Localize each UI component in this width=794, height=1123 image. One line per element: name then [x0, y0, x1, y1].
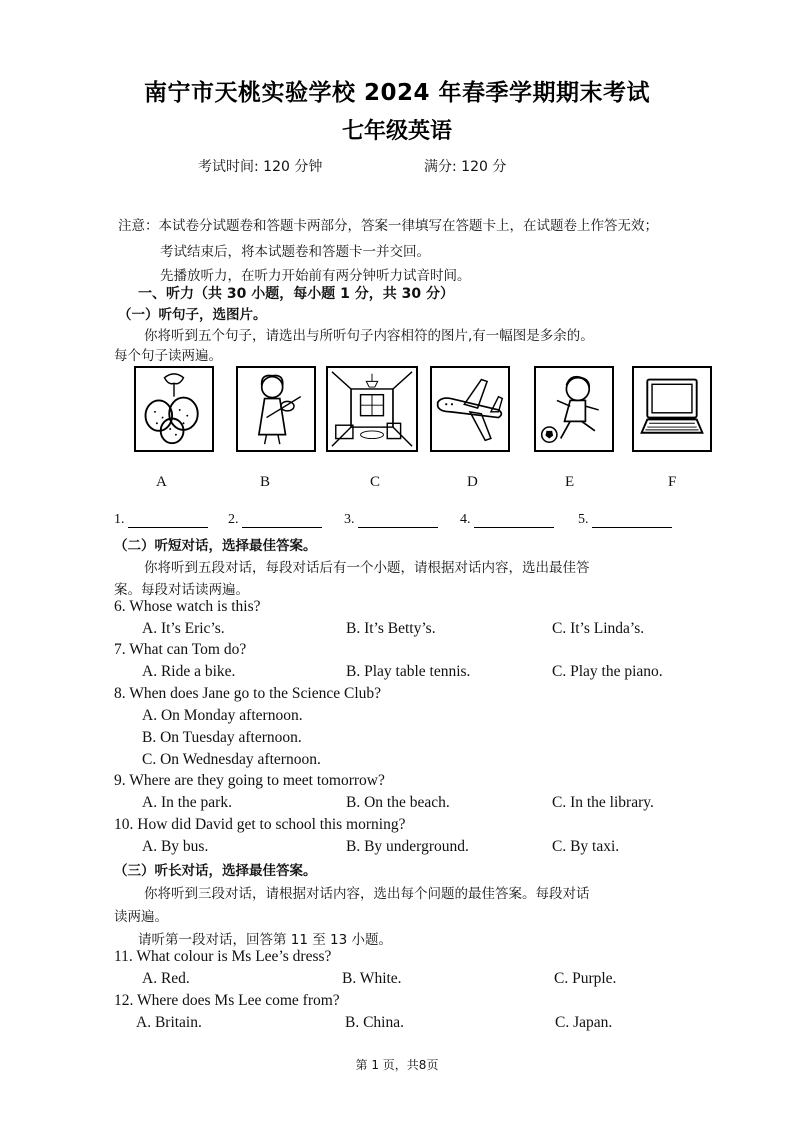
full-score: 满分: 120 分	[424, 159, 507, 175]
part3-instruction-2: 读两遍。	[114, 909, 168, 925]
q7-option-b: B. Play table tennis.	[346, 663, 471, 680]
part1-instruction-1: 你将听到五个句子，请选出与所听句子内容相符的图片,有一幅图是多余的。	[144, 328, 594, 344]
part2-instruction-1: 你将听到五段对话，每段对话后有一个小题，请根据对话内容，选出最佳答	[144, 560, 590, 576]
q7-option-a: A. Ride a bike.	[142, 663, 236, 680]
note-line-3: 先播放听力，在听力开始前有两分钟听力试音时间。	[160, 268, 471, 284]
question-6: 6. Whose watch is this?	[114, 598, 261, 615]
q8-option-a: A. On Monday afternoon.	[142, 707, 303, 724]
part2-title: （二）听短对话，选择最佳答案。	[114, 538, 317, 554]
living-room-icon	[328, 368, 416, 450]
q12-option-a: A. Britain.	[136, 1014, 202, 1031]
airplane-icon	[432, 368, 508, 450]
laptop-icon	[634, 368, 710, 450]
q8-option-c: C. On Wednesday afternoon.	[142, 751, 321, 768]
picture-c	[326, 366, 418, 452]
question-9: 9. Where are they going to meet tomorrow?	[114, 772, 385, 789]
picture-label-e: E	[565, 474, 575, 490]
q11-option-b: B. White.	[342, 970, 402, 987]
part1-title: （一）听句子，选图片。	[118, 307, 267, 323]
part3-title: （三）听长对话，选择最佳答案。	[114, 863, 317, 879]
picture-a	[134, 366, 214, 452]
page-footer: 第 1 页，共8页	[355, 1058, 439, 1072]
part3-instruction-3: 请听第一段对话，回答第 11 至 13 小题。	[138, 932, 393, 948]
picture-f	[632, 366, 712, 452]
answer-blank-2[interactable]: 2.	[228, 512, 322, 528]
answer-blank-5[interactable]: 5.	[578, 512, 672, 528]
soccer-boy-icon	[536, 368, 612, 450]
q10-option-a: A. By bus.	[142, 838, 209, 855]
part1-instruction-2: 每个句子读两遍。	[114, 348, 222, 364]
q9-option-a: A. In the park.	[142, 794, 232, 811]
picture-e	[534, 366, 614, 452]
picture-label-b: B	[260, 474, 271, 490]
question-10: 10. How did David get to school this morning?	[114, 816, 406, 833]
question-8: 8. When does Jane go to the Science Club?	[114, 685, 382, 702]
q7-option-c: C. Play the piano.	[552, 663, 663, 680]
answer-blank-4[interactable]: 4.	[460, 512, 554, 528]
violin-girl-icon	[238, 368, 314, 450]
q6-option-b: B. It’s Betty’s.	[346, 620, 436, 637]
picture-b	[236, 366, 316, 452]
answer-blank-1[interactable]: 1.	[114, 512, 208, 528]
note-line-2: 考试结束后，将本试题卷和答题卡一并交回。	[160, 244, 430, 260]
q6-option-c: C. It’s Linda’s.	[552, 620, 645, 637]
note-line-1: 注意：本试卷分试题卷和答题卡两部分，答案一律填写在答题卡上，在试题卷上作答无效；	[118, 218, 658, 234]
picture-d	[430, 366, 510, 452]
exam-subtitle: 七年级英语	[341, 119, 452, 144]
picture-label-c: C	[370, 474, 381, 490]
q10-option-c: C. By taxi.	[552, 838, 620, 855]
answer-blank-3[interactable]: 3.	[344, 512, 438, 528]
picture-label-d: D	[467, 474, 478, 490]
question-7: 7. What can Tom do?	[114, 641, 247, 658]
q9-option-c: C. In the library.	[552, 794, 654, 811]
picture-label-a: A	[156, 474, 167, 490]
strawberry-icon	[136, 368, 212, 450]
picture-label-f: F	[668, 474, 677, 490]
q11-option-a: A. Red.	[142, 970, 190, 987]
exam-time: 考试时间: 120 分钟	[198, 159, 323, 175]
question-12: 12. Where does Ms Lee come from?	[114, 992, 340, 1009]
part2-instruction-2: 案。每段对话读两遍。	[114, 582, 249, 598]
exam-title: 南宁市天桃实验学校 2024 年春季学期期末考试	[143, 80, 651, 106]
q8-option-b: B. On Tuesday afternoon.	[142, 729, 302, 746]
q11-option-c: C. Purple.	[554, 970, 617, 987]
q6-option-a: A. It’s Eric’s.	[142, 620, 225, 637]
q10-option-b: B. By underground.	[346, 838, 469, 855]
part3-instruction-1: 你将听到三段对话，请根据对话内容，选出每个问题的最佳答案。每段对话	[144, 886, 590, 902]
q12-option-b: B. China.	[345, 1014, 404, 1031]
q12-option-c: C. Japan.	[555, 1014, 613, 1031]
question-11: 11. What colour is Ms Lee’s dress?	[114, 948, 332, 965]
q9-option-b: B. On the beach.	[346, 794, 450, 811]
section-listening-title: 一、听力（共 30 小题，每小题 1 分，共 30 分）	[138, 286, 454, 302]
